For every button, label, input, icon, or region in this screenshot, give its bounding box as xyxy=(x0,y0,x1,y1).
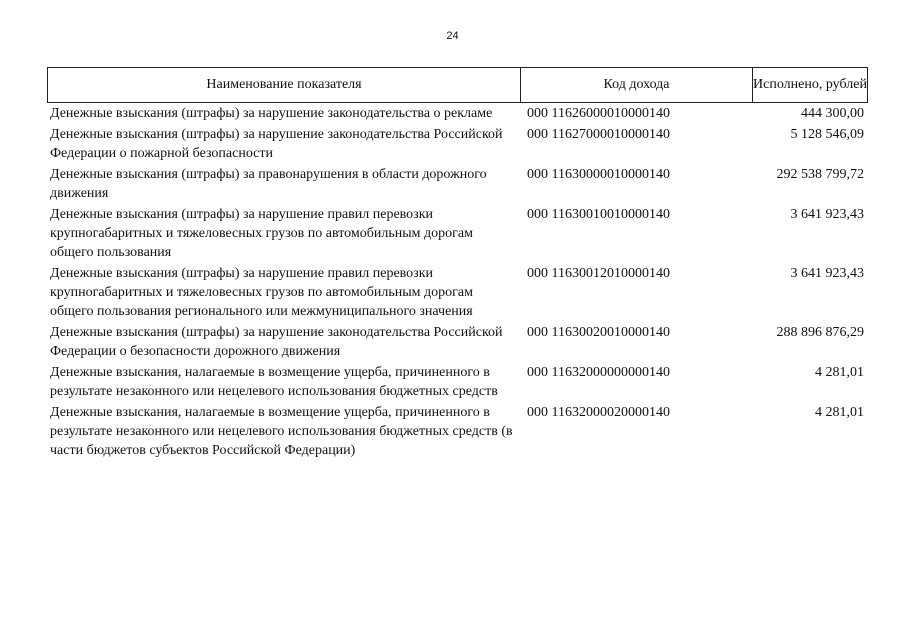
row-indicator-name: Денежные взыскания (штрафы) за нарушение законодательства Российской Федерации о безопасности дорожного движения xyxy=(50,325,503,359)
table-row xyxy=(47,104,868,123)
row-executed-amount: 4 281,01 xyxy=(815,405,864,420)
row-revenue-code: 000 11627000010000140 xyxy=(527,127,670,142)
row-revenue-code: 000 11632000020000140 xyxy=(527,405,670,420)
header-revenue-code: Код дохода xyxy=(520,68,752,102)
table-row xyxy=(47,205,868,262)
table-row xyxy=(47,125,868,163)
row-revenue-code: 000 11630012010000140 xyxy=(527,266,670,281)
table-body xyxy=(47,104,868,460)
row-revenue-code: 000 11630020010000140 xyxy=(527,325,670,340)
table-header xyxy=(47,67,868,103)
row-executed-amount: 292 538 799,72 xyxy=(776,167,864,182)
row-indicator-name: Денежные взыскания (штрафы) за нарушение законодательства о рекламе xyxy=(50,106,493,121)
row-indicator-name: Денежные взыскания (штрафы) за нарушение правил перевозки крупногабаритных и тяжеловесных грузов по автомобильным дорогам общего пользования xyxy=(50,207,473,260)
row-revenue-code: 000 11630000010000140 xyxy=(527,167,670,182)
row-revenue-code: 000 11632000000000140 xyxy=(527,365,670,380)
row-indicator-name: Денежные взыскания (штрафы) за нарушение законодательства Российской Федерации о пожарной безопасности xyxy=(50,127,503,161)
row-indicator-name: Денежные взыскания (штрафы) за правонарушения в области дорожного движения xyxy=(50,167,487,201)
row-executed-amount: 444 300,00 xyxy=(801,106,864,121)
row-executed-amount: 3 641 923,43 xyxy=(790,266,864,281)
revenue-table xyxy=(47,67,868,462)
table-row xyxy=(47,403,868,460)
row-indicator-name: Денежные взыскания (штрафы) за нарушение правил перевозки крупногабаритных и тяжеловесных грузов по автомобильным дорогам общего пользования регионального или межмуниципального значения xyxy=(50,266,473,319)
row-executed-amount: 5 128 546,09 xyxy=(790,127,864,142)
row-indicator-name: Денежные взыскания, налагаемые в возмещение ущерба, причиненного в результате незаконного или нецелевого использования бюджетных средств (в части бюджетов субъектов Российской Федерации) xyxy=(50,405,513,458)
row-executed-amount: 3 641 923,43 xyxy=(790,207,864,222)
row-revenue-code: 000 11630010010000140 xyxy=(527,207,670,222)
row-revenue-code: 000 11626000010000140 xyxy=(527,106,670,121)
page-number: 24 xyxy=(446,30,459,42)
header-indicator-name: Наименование показателя xyxy=(206,77,362,92)
table-row xyxy=(47,323,868,361)
table-row xyxy=(47,165,868,203)
table-row xyxy=(47,264,868,321)
table-row xyxy=(47,363,868,401)
row-indicator-name: Денежные взыскания, налагаемые в возмещение ущерба, причиненного в результате незаконного или нецелевого использования бюджетных средств xyxy=(50,365,498,399)
header-executed-amount: Исполнено, рублей xyxy=(752,68,867,102)
row-executed-amount: 288 896 876,29 xyxy=(776,325,864,340)
row-executed-amount: 4 281,01 xyxy=(815,365,864,380)
